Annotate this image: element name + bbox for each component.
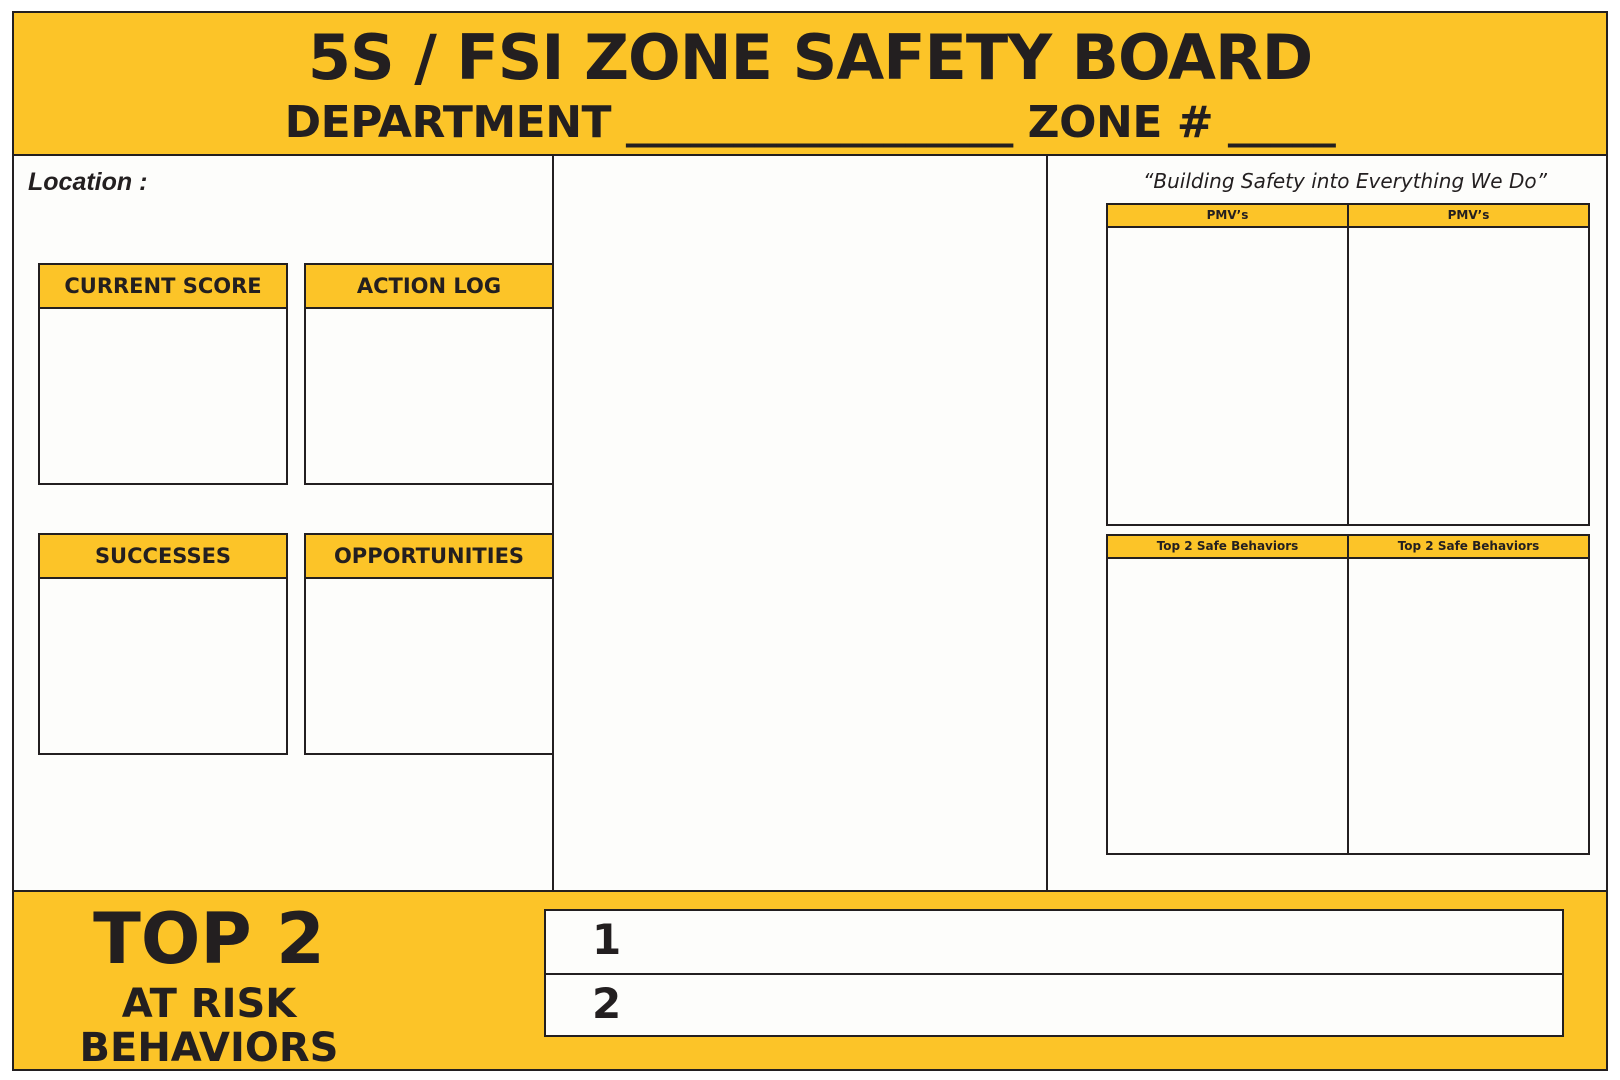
pmv-heading-1: PMV’s <box>1108 205 1347 228</box>
pmv-heading-2: PMV’s <box>1349 205 1588 228</box>
location-label: Location : <box>28 168 148 196</box>
at-risk-footer <box>14 890 1606 1069</box>
safe-behaviors-box-2 <box>1347 534 1590 855</box>
pmv-box-1 <box>1106 203 1349 526</box>
at-risk-behavior-list <box>544 909 1564 1037</box>
action-log-box <box>304 263 554 485</box>
behavior-number-1: 1 <box>592 915 622 964</box>
footer-at-risk-label: AT RISK <box>121 981 297 1027</box>
column-divider-right <box>1046 156 1048 905</box>
board-header <box>14 13 1606 156</box>
footer-top2-heading: TOP 2 <box>93 898 325 980</box>
board-title: 5S / FSI ZONE SAFETY BOARD <box>307 21 1313 94</box>
safe-behaviors-box-1 <box>1106 534 1349 855</box>
behavior-number-2: 2 <box>592 979 622 1028</box>
at-risk-behavior-row-1 <box>546 911 1562 973</box>
center-blank-panel <box>554 156 1046 905</box>
department-zone-line: DEPARTMENT __________________ ZONE # _____ <box>284 97 1336 148</box>
opportunities-heading: OPPORTUNITIES <box>306 535 552 579</box>
at-risk-behavior-row-2 <box>546 973 1562 1035</box>
opportunities-box <box>304 533 554 755</box>
successes-heading: SUCCESSES <box>40 535 286 579</box>
footer-behaviors-label: BEHAVIORS <box>79 1025 339 1071</box>
safe-behaviors-heading-1: Top 2 Safe Behaviors <box>1108 536 1347 559</box>
current-score-heading: CURRENT SCORE <box>40 265 286 309</box>
pmv-box-2 <box>1347 203 1590 526</box>
successes-box <box>38 533 288 755</box>
safe-behaviors-heading-2: Top 2 Safe Behaviors <box>1349 536 1588 559</box>
slogan: “Building Safety into Everything We Do” <box>1143 169 1547 193</box>
safety-board <box>12 11 1608 1071</box>
current-score-box <box>38 263 288 485</box>
action-log-heading: ACTION LOG <box>306 265 552 309</box>
